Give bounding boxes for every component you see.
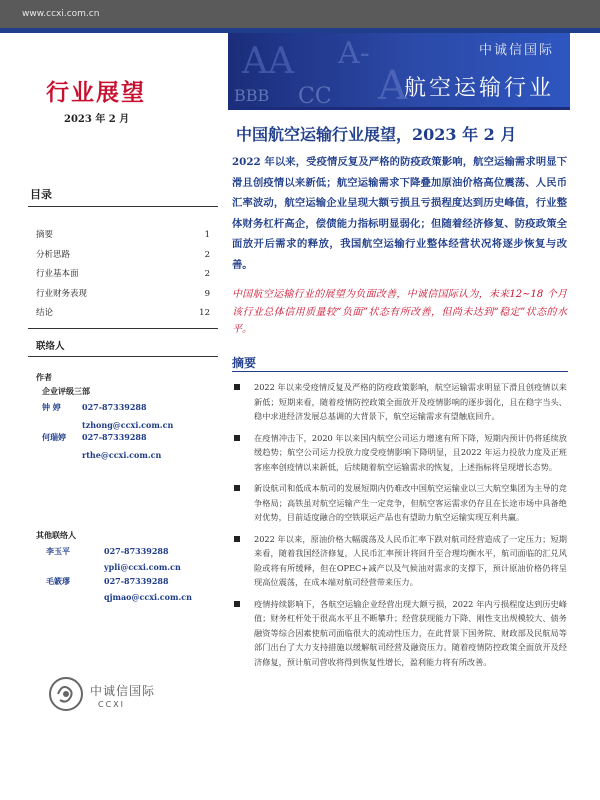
logo-emblem-icon [46,674,86,714]
contact-name: 李玉平 [46,546,70,556]
author-contact [42,432,222,472]
contacts-heading: 联络人 [36,341,65,352]
site-url[interactable]: www.ccxi.com.cn [22,9,100,19]
square-bullet-icon [234,384,240,390]
toc-rule-bottom [28,328,218,329]
bullet-text: 新设航司和低成本航司的发展短期内仍难改中国航空运输业以三大航空集团为主导的竞争格局；高铁虽对航空运输产生一定竞争，但航空客运需求仍存且在长途市场中具备绝对优势，目前适度融合的空铁联运产品也有望助力航空运输实现互利共赢。 [254,483,567,522]
abstract-bullet [232,481,567,525]
key-summary: 2022 年以来，受疫情反复及严格的防疫政策影响，航空运输需求明显下滑且创疫情以来新低；航空运输需求下降叠加原油价格高位震荡、人民币汇率波动，航空运输企业呈现大额亏损且亏损程度达到历史峰值，行业整体财务杠杆高企，偿债能力指标明显弱化；但随着经济修复、防疫政策全面放开后需求的释放，我国航空运输行业整体经营状况将逐步恢复与改善。 [232,156,567,271]
square-bullet-icon [234,435,240,441]
other-contacts-label: 其他联络人 [36,530,76,540]
banner-industry-title: 航空运输行业 [403,76,554,101]
ccxi-logo [46,674,166,714]
toc-rule-top [28,206,218,207]
banner-brand: 中诚信国际 [478,43,554,58]
banner-rule [228,107,570,110]
contacts-rule [28,356,218,357]
contact-phone: 027-87339288 [82,402,147,412]
toc-item[interactable] [36,265,210,285]
abstract-bullet [232,597,567,670]
abstract-bullets [232,380,567,676]
bullet-text: 在疫情冲击下，2020 年以来国内航空公司运力增速有所下降，短期内预计仍将延续放缓趋势；航空公司运力投放力度受疫情影响下降明显，且2022 年运力投放力度及正班客座率创疫情以来新低，后续随着航空运输需求的恢复，上述指标将呈现增长态势。 [254,432,567,472]
toc-item-label: 分析思路 [36,249,71,260]
banner-letter: A- [338,36,370,71]
contact-phone: 027-87339288 [104,546,169,556]
contact-name: 何瑞婷 [42,432,66,442]
abstract-rule [232,371,568,372]
contact-name: 毛簌璆 [46,576,70,586]
contact-phone: 027-87339288 [82,432,147,442]
bullet-text: 2022 年以来受疫情反复及严格的防疫政策影响，航空运输需求明显下滑且创疫情以来新低；短期来看，随着疫情防控政策全面放开及疫情影响的逐步弱化，且在稳字当头、稳中求进经济发展总基调的大背景下，航空运输需求有望触底回升。 [254,382,567,421]
contact-phone: 027-87339288 [104,576,169,586]
banner-letter: BBB [234,86,270,105]
toc-item-page: 12 [199,308,210,318]
outlook-statement: 中国航空运输行业的展望为负面改善，中诚信国际认为，未来12~18 个月该行业总体信用质量较“负面”状态有所改善，但尚未达到“稳定”状态的水平。 [232,289,567,335]
toc-item-label: 摘要 [36,230,54,240]
toc-list [36,226,210,324]
industry-banner [228,33,570,107]
top-bar [0,0,600,28]
other-contact [46,576,222,616]
logo-text-cn: 中诚信国际 [90,684,156,698]
bullet-text: 2022 年以来，原油价格大幅震荡及人民币汇率下跌对航司经营造成了一定压力；短期来看，随着我国经济修复，人民币汇率预计将回升至合理均衡水平，航司面临的汇兑风险或将有所缓释，但在OPEC+减产以及气候油对需求的支撑下，预计原油价格仍将呈现高位震荡，在成本端对航司经营带来压力。 [254,533,567,587]
abstract-bullet [232,431,567,475]
square-bullet-icon [234,536,240,542]
abstract-bullet [232,380,567,424]
contact-email[interactable]: rthe@ccxi.com.cn [82,450,162,460]
toc-item-label: 行业基本面 [36,269,79,279]
banner-letter: AA [242,41,294,82]
series-title: 行业展望 [46,79,146,106]
authors-label: 作者 [36,372,52,382]
toc-item[interactable] [36,246,210,266]
bullet-text: 疫情持续影响下，各航空运输企业经营出现大额亏损，2022 年内亏损程度达到历史峰值；财务杠杆处于很高水平且不断攀升；经营获现能力下降、刚性支出规模较大、债务融资等综合因素使航司面临很大的流动性压力，在此背景下国务院、财政部及民航局等部门出台了大力支持措施以缓解航司经营及融资压力。随着疫情防控政策全面放开及经济修复，预计航司营收将得到恢复性增长，盈利能力将有所改善。 [254,598,567,667]
toc-item-page: 9 [204,288,210,299]
toc-heading: 目录 [30,188,52,201]
toc-item-label: 行业财务表现 [36,288,88,299]
square-bullet-icon [234,485,240,491]
abstract-bullet [232,532,567,590]
toc-item-page: 2 [204,269,210,279]
toc-item[interactable] [36,285,210,305]
department: 企业评级三部 [42,386,90,396]
toc-item-page: 2 [204,249,210,260]
contact-email[interactable]: qjmao@ccxi.com.cn [104,592,192,602]
report-date: 2023 年 2 月 [64,114,130,125]
contact-email[interactable]: ypli@ccxi.com.cn [104,562,181,572]
contact-name: 钟 婷 [42,402,61,412]
toc-item-label: 结论 [36,308,54,318]
report-title: 中国航空运输行业展望，2023 年 2 月 [236,125,517,144]
abstract-heading: 摘要 [232,356,257,370]
contact-email[interactable]: tzhong@ccxi.com.cn [82,420,174,430]
toc-item-page: 1 [204,230,210,240]
square-bullet-icon [234,601,240,607]
toc-item[interactable] [36,226,210,246]
banner-letter: A [378,63,407,107]
toc-item[interactable] [36,304,210,324]
banner-letter: CC [298,84,332,107]
logo-text-en: CCXI [98,700,126,709]
